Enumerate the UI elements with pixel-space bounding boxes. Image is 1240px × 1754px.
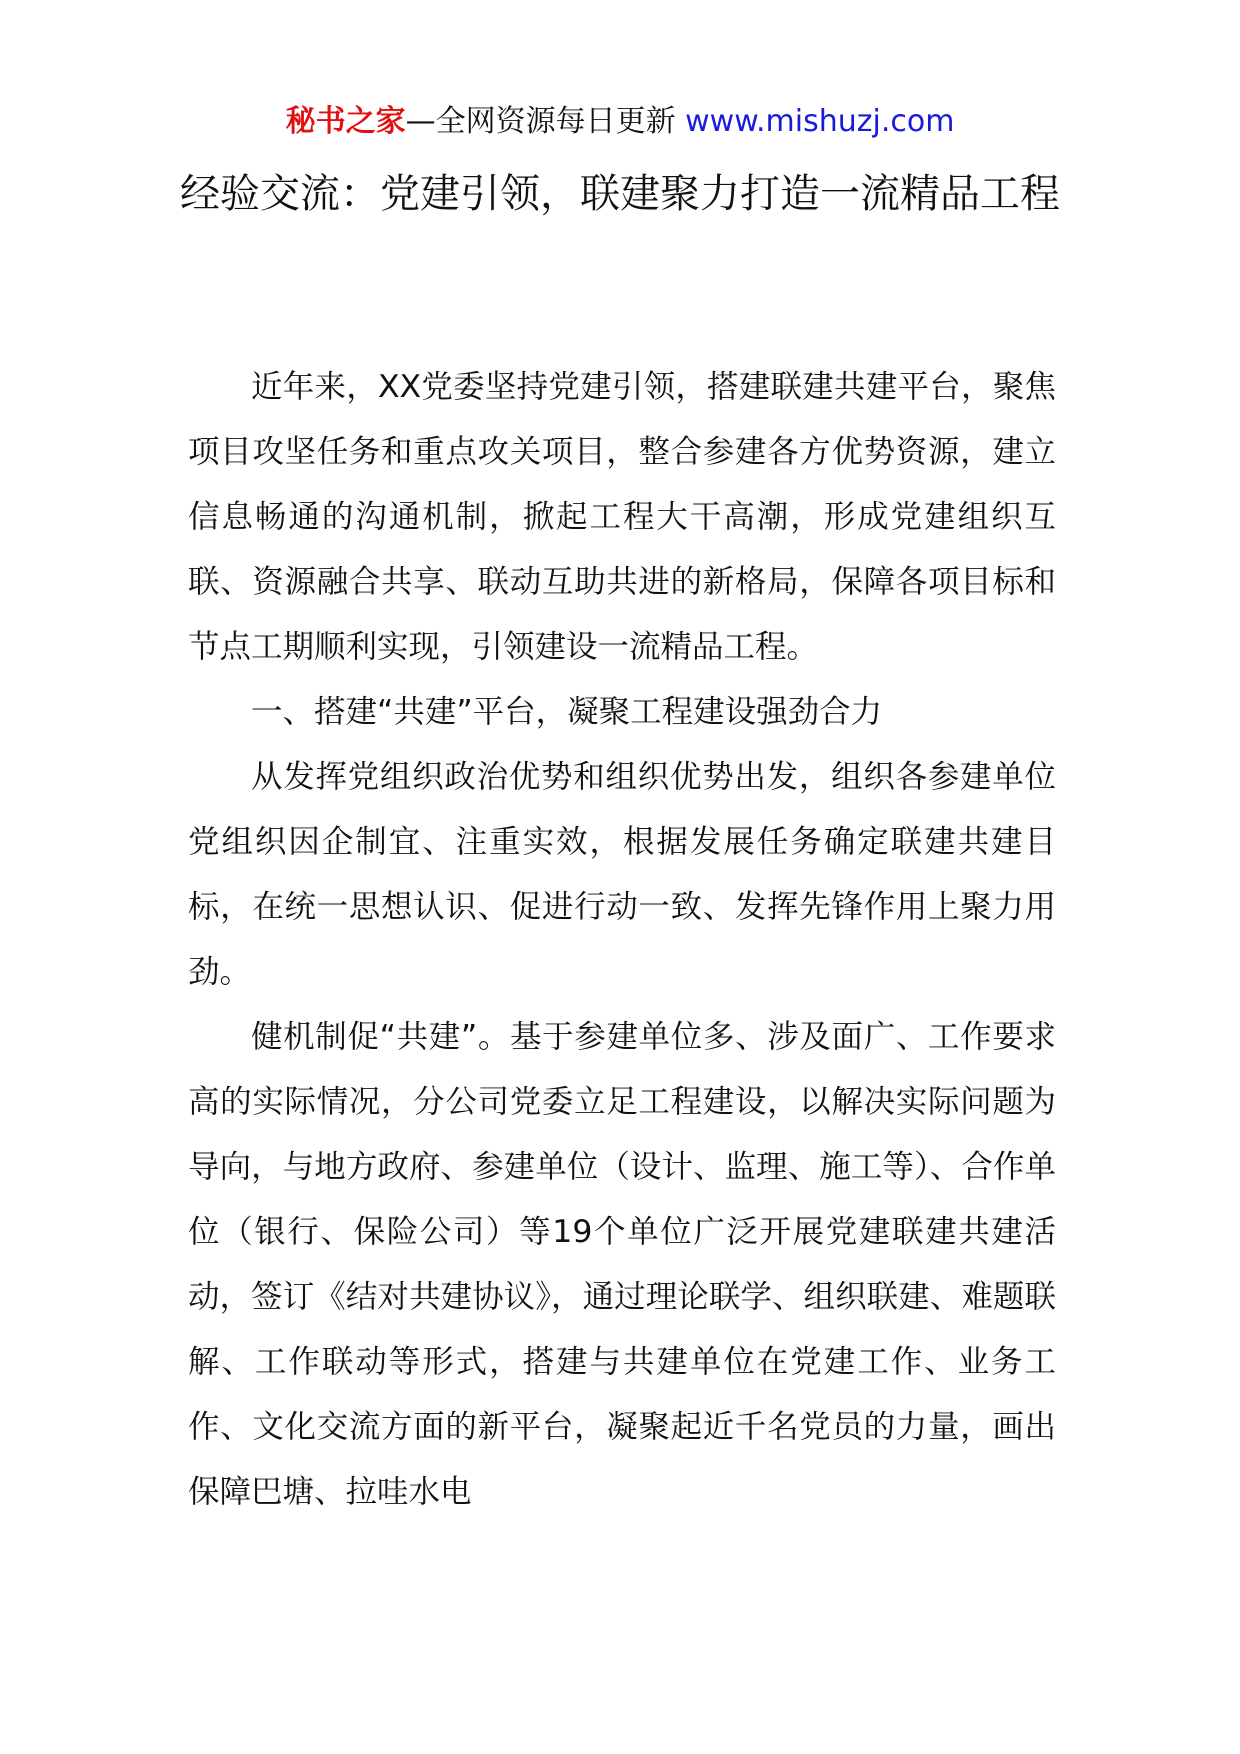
site-url-link[interactable]: www.mishuzj.com: [685, 104, 955, 139]
document-title: 经验交流：党建引领，联建聚力打造一流精品工程: [180, 171, 1060, 217]
site-header: [0, 100, 1240, 144]
section-heading: 一、搭建“共建”平台，凝聚工程建设强劲合力: [251, 694, 883, 730]
intro-paragraph: 近年来，XX党委坚持党建引领，搭建联建共建平台，聚焦项目攻坚任务和重点攻关项目，整合参建各方优势资源，建立信息畅通的沟通机制，掀起工程大干高潮，形成党建组织互联、资源融合共享、联动互助共进的新格局，保障各项目标和节点工期顺利实现，引领建设一流精品工程。: [188, 369, 1056, 665]
section-paragraph: 从发挥党组织政治优势和组织优势出发，组织各参建单位党组织因企制宜、注重实效，根据发展任务确定联建共建目标，在统一思想认识、促进行动一致、发挥先锋作用上聚力用劲。: [188, 759, 1056, 990]
section-paragraph: 健机制促“共建”。基于参建单位多、涉及面广、工作要求高的实际情况，分公司党委立足工程建设，以解决实际问题为导向，与地方政府、参建单位（设计、监理、施工等）、合作单位（银行、保险公司）等19个单位广泛开展党建联建共建活动，签订《结对共建协议》，通过理论联学、组织联建、难题联解、工作联动等形式，搭建与共建单位在党建工作、业务工作、文化交流方面的新平台，凝聚起近千名党员的力量，画出保障巴塘、拉哇水电: [188, 1019, 1056, 1510]
site-tagline: —全网资源每日更新: [405, 104, 676, 139]
site-brand: 秘书之家: [285, 104, 406, 139]
document-body: [188, 355, 1056, 1525]
